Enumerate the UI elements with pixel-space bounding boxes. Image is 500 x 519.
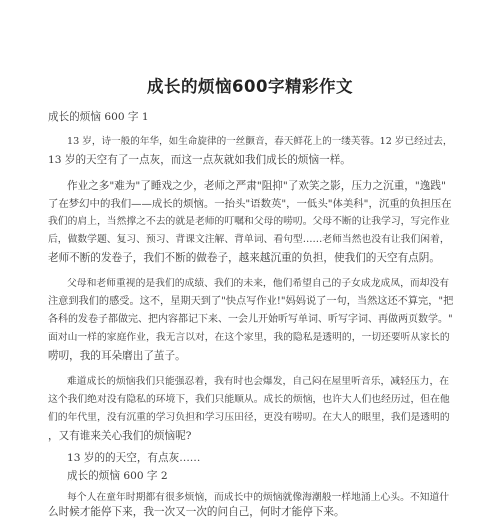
paragraph-line: 老师不断的发卷子，我们不断的做卷子，越来越沉重的负担，使我们的天空有点阴。 [48,252,440,264]
paragraph-line: 13 岁的的天空，有点灰…… [67,452,201,464]
paragraph-line: 唠叨，我的耳朵磨出了茧子。 [48,350,186,362]
paragraph-line: 我们的肩上，当然撑之不去的就是老师的叮嘱和父母的唠叨。父母不断的让我学习，写完作业 [48,216,450,227]
paragraph-line: 这个我们绝对没有隐私的环境下，我们只能顺从。成长的烦恼，也许大人们也经历过，但在他 [48,394,450,405]
paragraph-line: 各科的发卷子都做完、把内容都记下来、一会儿开始听写单词、听写字词、再做两页数学。" [48,314,453,325]
paragraph-line: ，又有谁来关心我们的烦恼呢? [48,430,192,442]
paragraph-line: 父母和老师重视的是我们的成绩、我们的未来，他们希望自己的子女成龙成凤，而却没有 [67,278,450,289]
paragraph-line: 作业之多"难为"了睡戏之少，老师之严肃"阻抑"了欢笑之影，压力之沉重，"逸践" [67,180,446,192]
section-heading-1: 成长的烦恼 600 字 1 [48,111,149,123]
paragraph-line: 注意到我们的感受。这不，星期天到了"快点写作业!"妈妈说了一句，当然这还不算完，"把 [48,296,454,307]
paragraph-line: 后，做数学题、复习、预习、背课文注解、背单词、看句型……老师当然也没有让我们闲着， [48,234,450,245]
paragraph-line: 难道成长的烦恼我们只能强忍着，我有时也会爆发，自己闷在屋里听音乐，减轻压力，在 [67,376,450,387]
paragraph-line: 13 岁的天空有了一点灰，而这一点灰就如我们成长的烦恼一样。 [48,154,351,166]
paragraph-line: 了在梦幻中的我们——成长的烦恼。一抬头"语数英"，一低头"体美科"，沉重的负担压在 [48,198,452,210]
section-heading-2: 成长的烦恼 600 字 2 [67,470,168,482]
paragraph-line: 13 岁，诗一般的年华，如生命旋律的一丝颤音，春天鲜花上的一缕芙蓉。12 岁已经过去， [67,136,453,147]
paragraph-line: 面对山一样的家庭作业，我无言以对，在这个家里，我的隐私是透明的，一切还要听从家长的 [48,332,450,343]
paragraph-line: 每个人在童年时期都有很多烦恼，而成长中的烦恼就像海潮般一样地涌上心头。不知道什 [67,492,450,503]
paragraph-line: 么时候才能停下来，我一次又一次的问自己，何时才能停下来。 [48,506,345,518]
paragraph-line: 们的年代里，没有沉重的学习负担和学习压田径，更没有唠叨。在大人的眼里，我们是透明的 [48,412,450,423]
article-title: 成长的烦恼600字精彩作文 [147,77,353,96]
